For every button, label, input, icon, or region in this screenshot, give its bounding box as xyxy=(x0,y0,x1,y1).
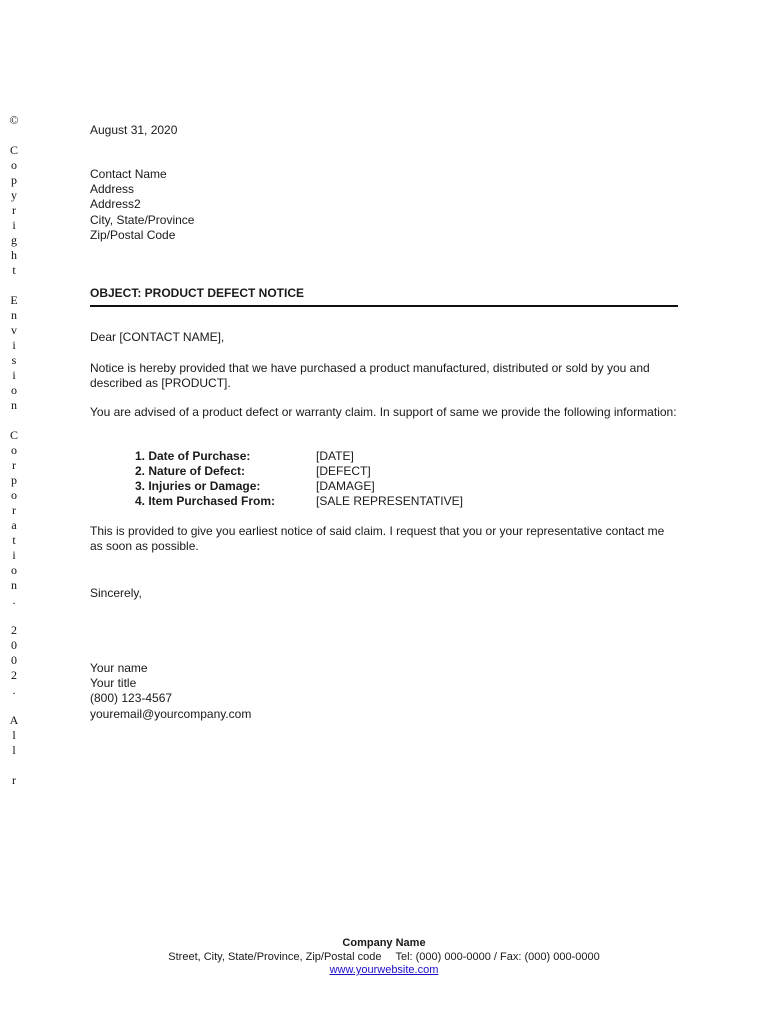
list-item xyxy=(135,449,463,464)
list-item-label: 2. Nature of Defect: xyxy=(135,464,246,478)
copyright-char: o xyxy=(11,383,17,397)
copyright-char: n xyxy=(11,398,17,412)
copyright-char xyxy=(8,698,20,713)
copyright-char: s xyxy=(11,353,17,367)
copyright-char: n xyxy=(11,308,17,322)
recipient-line: Zip/Postal Code xyxy=(90,227,176,242)
copyright-char xyxy=(8,278,20,293)
signature-line: (800) 123-4567 xyxy=(90,691,173,706)
closing: Sincerely, xyxy=(90,586,142,600)
copyright-char: p xyxy=(11,173,17,187)
footer-company-name: Company Name xyxy=(342,937,426,949)
copyright-char: A xyxy=(9,713,19,727)
paragraph-notice: Notice is hereby provided that we have purchased a product manufactured, distributed or sold by you and described as [PRODUCT]. xyxy=(90,361,650,391)
copyright-char: C xyxy=(9,143,18,157)
list-item-value: [DAMAGE] xyxy=(316,479,375,493)
copyright-char: r xyxy=(12,503,16,517)
copyright-char xyxy=(8,758,20,773)
copyright-char: i xyxy=(12,218,16,232)
heading-divider xyxy=(90,305,678,307)
list-item-label: 1. Date of Purchase: xyxy=(135,449,251,463)
copyright-char: 0 xyxy=(11,653,17,667)
copyright-char: 2 xyxy=(11,623,17,637)
copyright-char: a xyxy=(11,518,17,532)
copyright-char: i xyxy=(12,548,16,562)
copyright-char: o xyxy=(11,443,17,457)
copyright-char: r xyxy=(12,458,16,472)
list-item-label: 4. Item Purchased From: xyxy=(135,494,276,508)
signature-block xyxy=(90,661,251,722)
copyright-char: y xyxy=(11,188,17,202)
copyright-char: l xyxy=(12,743,16,757)
signature-line: Your name xyxy=(90,661,148,675)
copyright-char: i xyxy=(12,338,16,352)
footer-website-link[interactable]: www.yourwebsite.com xyxy=(329,964,439,976)
copyright-char: i xyxy=(12,368,16,382)
copyright-char: v xyxy=(11,323,17,337)
copyright-char: 0 xyxy=(11,638,17,652)
object-heading: OBJECT: PRODUCT DEFECT NOTICE xyxy=(90,286,305,300)
list-item xyxy=(135,479,463,494)
copyright-char: r xyxy=(12,203,16,217)
copyright-char xyxy=(8,608,20,623)
list-item-label: 3. Injuries or Damage: xyxy=(135,479,261,493)
copyright-char: E xyxy=(10,293,18,307)
recipient-line: Address xyxy=(90,182,135,197)
copyright-char xyxy=(8,128,20,143)
copyright-char: l xyxy=(12,728,16,742)
salutation: Dear [CONTACT NAME], xyxy=(90,330,225,344)
paragraph-request: This is provided to give you earliest notice of said claim. I request that you or your representative contact me as soon as possible. xyxy=(90,524,665,554)
copyright-char: . xyxy=(12,683,16,697)
recipient-line: Address2 xyxy=(90,197,141,212)
copyright-char xyxy=(8,413,20,428)
copyright-char: © xyxy=(9,113,19,127)
signature-line: youremail@yourcompany.com xyxy=(90,706,252,721)
signature-line: Your title xyxy=(90,676,137,691)
copyright-char: g xyxy=(11,233,17,247)
list-item-value: [DEFECT] xyxy=(316,464,371,478)
recipient-line: City, State/Province xyxy=(90,212,195,227)
recipient-address xyxy=(90,167,194,243)
copyright-char: o xyxy=(11,488,17,502)
page-footer xyxy=(0,937,768,978)
footer-tel-fax: Tel: (000) 000-0000 / Fax: (000) 000-0000 xyxy=(395,950,600,963)
claim-info-list xyxy=(135,449,463,509)
copyright-vertical-text xyxy=(8,113,20,788)
footer-contact-line xyxy=(0,951,768,965)
copyright-char: . xyxy=(12,593,16,607)
copyright-char: t xyxy=(12,263,16,277)
list-item xyxy=(135,494,463,509)
paragraph-advised: You are advised of a product defect or warranty claim. In support of same we provide the following information: xyxy=(90,405,677,419)
copyright-char: r xyxy=(12,773,16,787)
copyright-char: o xyxy=(11,158,17,172)
copyright-char: n xyxy=(11,578,17,592)
footer-address: Street, City, State/Province, Zip/Postal code xyxy=(168,950,382,963)
letter-date: August 31, 2020 xyxy=(90,123,178,137)
recipient-line: Contact Name xyxy=(90,167,167,181)
copyright-char: C xyxy=(9,428,18,442)
list-item-value: [DATE] xyxy=(316,449,354,463)
list-item xyxy=(135,464,463,479)
list-item-value: [SALE REPRESENTATIVE] xyxy=(316,494,463,508)
copyright-char: h xyxy=(11,248,17,262)
copyright-char: 2 xyxy=(11,668,17,682)
copyright-char: p xyxy=(11,473,17,487)
copyright-char: o xyxy=(11,563,17,577)
copyright-char: t xyxy=(12,533,16,547)
